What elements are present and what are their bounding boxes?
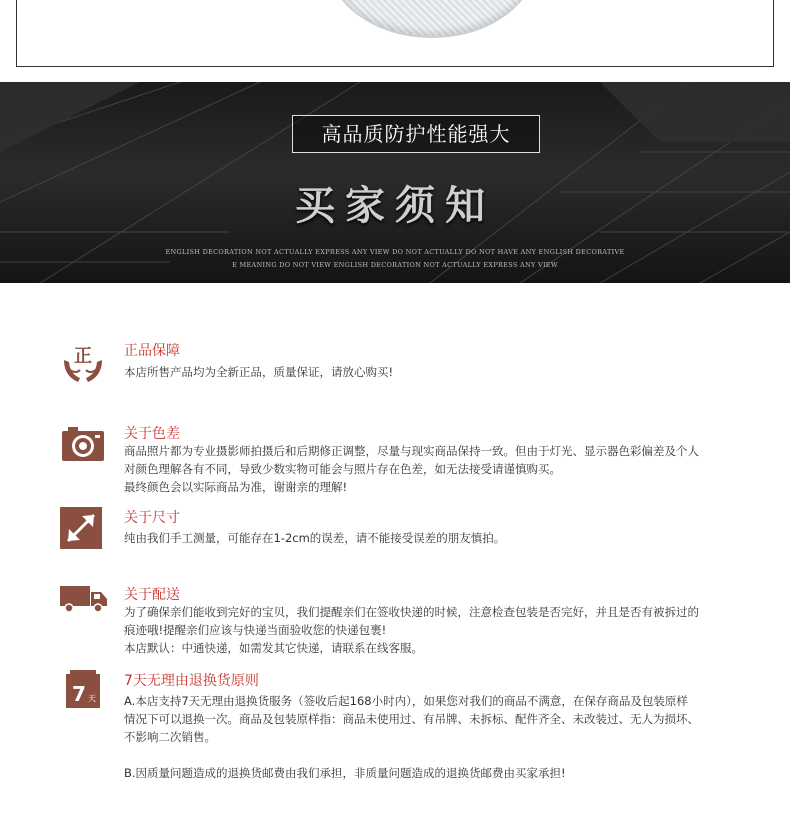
section-text: 纯由我们手工测量，可能存在1-2cm的误差，请不能接受误差的朋友慎拍。 [124, 531, 506, 545]
section-text: 商品照片都为专业摄影师拍摄后和后期修正调整，尽量与现实商品保持一致。但由于灯光、显示器色彩偏差及个人 对颜色理解各有不同，导致少数实物可能会与照片存在色差，如无法接受请谨慎购买。 最终颜色会以实际商品为准，谢谢亲的理解! [124, 444, 699, 494]
svg-text:7: 7 [72, 682, 86, 706]
section-text: 本店所售产品均为全新正品，质量保证，请放心购买! [124, 365, 394, 379]
section-title: 关于配送 [124, 587, 180, 603]
section-title: 关于尺寸 [124, 510, 180, 526]
svg-text:天: 天 [88, 694, 96, 703]
banner-slogan: 高品质防护性能强大 [292, 115, 540, 153]
section-text: 为了确保亲们能收到完好的宝贝，我们提醒亲们在签收快递的时候，注意检查包装是否完好，并且是否有被拆过的 痕迹哦!提醒亲们应该与快递当面验收您的快递包裹! 本店默认：中通快递，如需发其它快递，请联系在线客服。 [124, 605, 699, 655]
hands-genuine-icon [60, 340, 106, 386]
svg-text:正: 正 [74, 346, 92, 367]
camera-icon [60, 423, 106, 469]
calendar-7day-icon [66, 670, 100, 708]
banner-subtitle-line1: ENGLISH DECORATION NOT ACTUALLY EXPRESS ANY VIEW DO NOT ACTUALLY DO NOT HAVE ANY ENGLISH DECORATIVE [165, 248, 625, 256]
resize-arrow-icon [60, 507, 102, 549]
product-image-frame [16, 0, 774, 67]
banner-title: 买家须知 [295, 183, 495, 229]
section-text: A.本店支持7天无理由退换货服务（签收后起168小时内），如果您对我们的商品不满意，在保存商品及包装原样 情况下可以退换一次。商品及包装原样指：商品未使用过、有吊牌、未拆标、配件齐全、未改装过、无人为损坏、 不影响二次销售。 B.因质量问题造成的退换货邮费由我们承担，非质量问题造成的退换货邮费由买家承担! [124, 694, 699, 780]
section-title: 7天无理由退换货原则 [124, 673, 259, 689]
section-title: 正品保障 [124, 343, 180, 359]
notice-banner [0, 82, 790, 283]
delivery-truck-icon [60, 584, 106, 630]
banner-subtitle-line2: E MEANING DO NOT VIEW ENGLISH DECORATION NOT ACTUALLY EXPRESS ANY VIEW [232, 261, 558, 269]
product-image [327, 0, 537, 38]
section-title: 关于色差 [124, 426, 180, 442]
